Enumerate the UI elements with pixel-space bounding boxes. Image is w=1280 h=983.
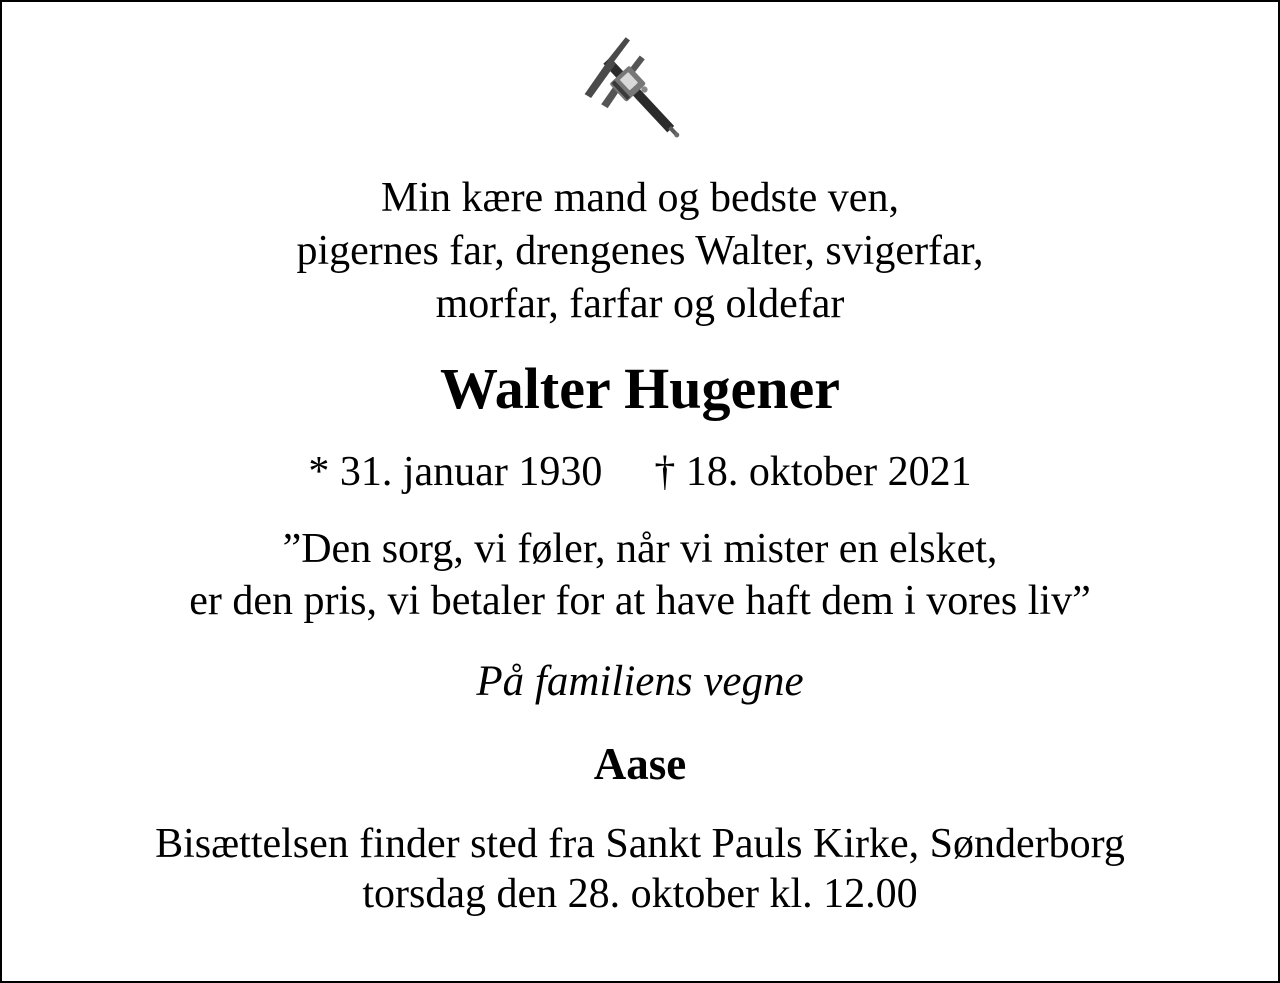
intro-line-2: pigernes far, drengenes Walter, svigerfar,	[296, 228, 984, 274]
birth-date: * 31. januar 1930	[308, 449, 603, 495]
life-dates	[2, 447, 1278, 497]
caliper-graphic	[578, 36, 701, 159]
caliper-icon	[2, 36, 1278, 158]
deceased-name: Walter Hugener	[439, 356, 841, 421]
signatory-name: Aase	[593, 739, 687, 789]
quote-line-1: ”Den sorg, vi føler, når vi mister en elsket,	[282, 526, 998, 572]
intro-text	[2, 172, 1278, 331]
ceremony-line-1: Bisættelsen finder sted fra Sankt Pauls Kirke, Sønderborg	[155, 821, 1125, 867]
on-behalf-text: På familiens vegne	[476, 658, 804, 705]
ceremony-line-2: torsdag den 28. oktober kl. 12.00	[362, 871, 918, 917]
ceremony-info	[2, 819, 1278, 919]
intro-line-3: morfar, farfar og oldefar	[435, 281, 845, 327]
death-date: † 18. oktober 2021	[654, 449, 972, 495]
intro-line-1: Min kære mand og bedste ven,	[381, 175, 899, 221]
memorial-quote	[2, 523, 1278, 627]
quote-line-2: er den pris, vi betaler for at have haft dem i vores liv”	[189, 578, 1091, 624]
